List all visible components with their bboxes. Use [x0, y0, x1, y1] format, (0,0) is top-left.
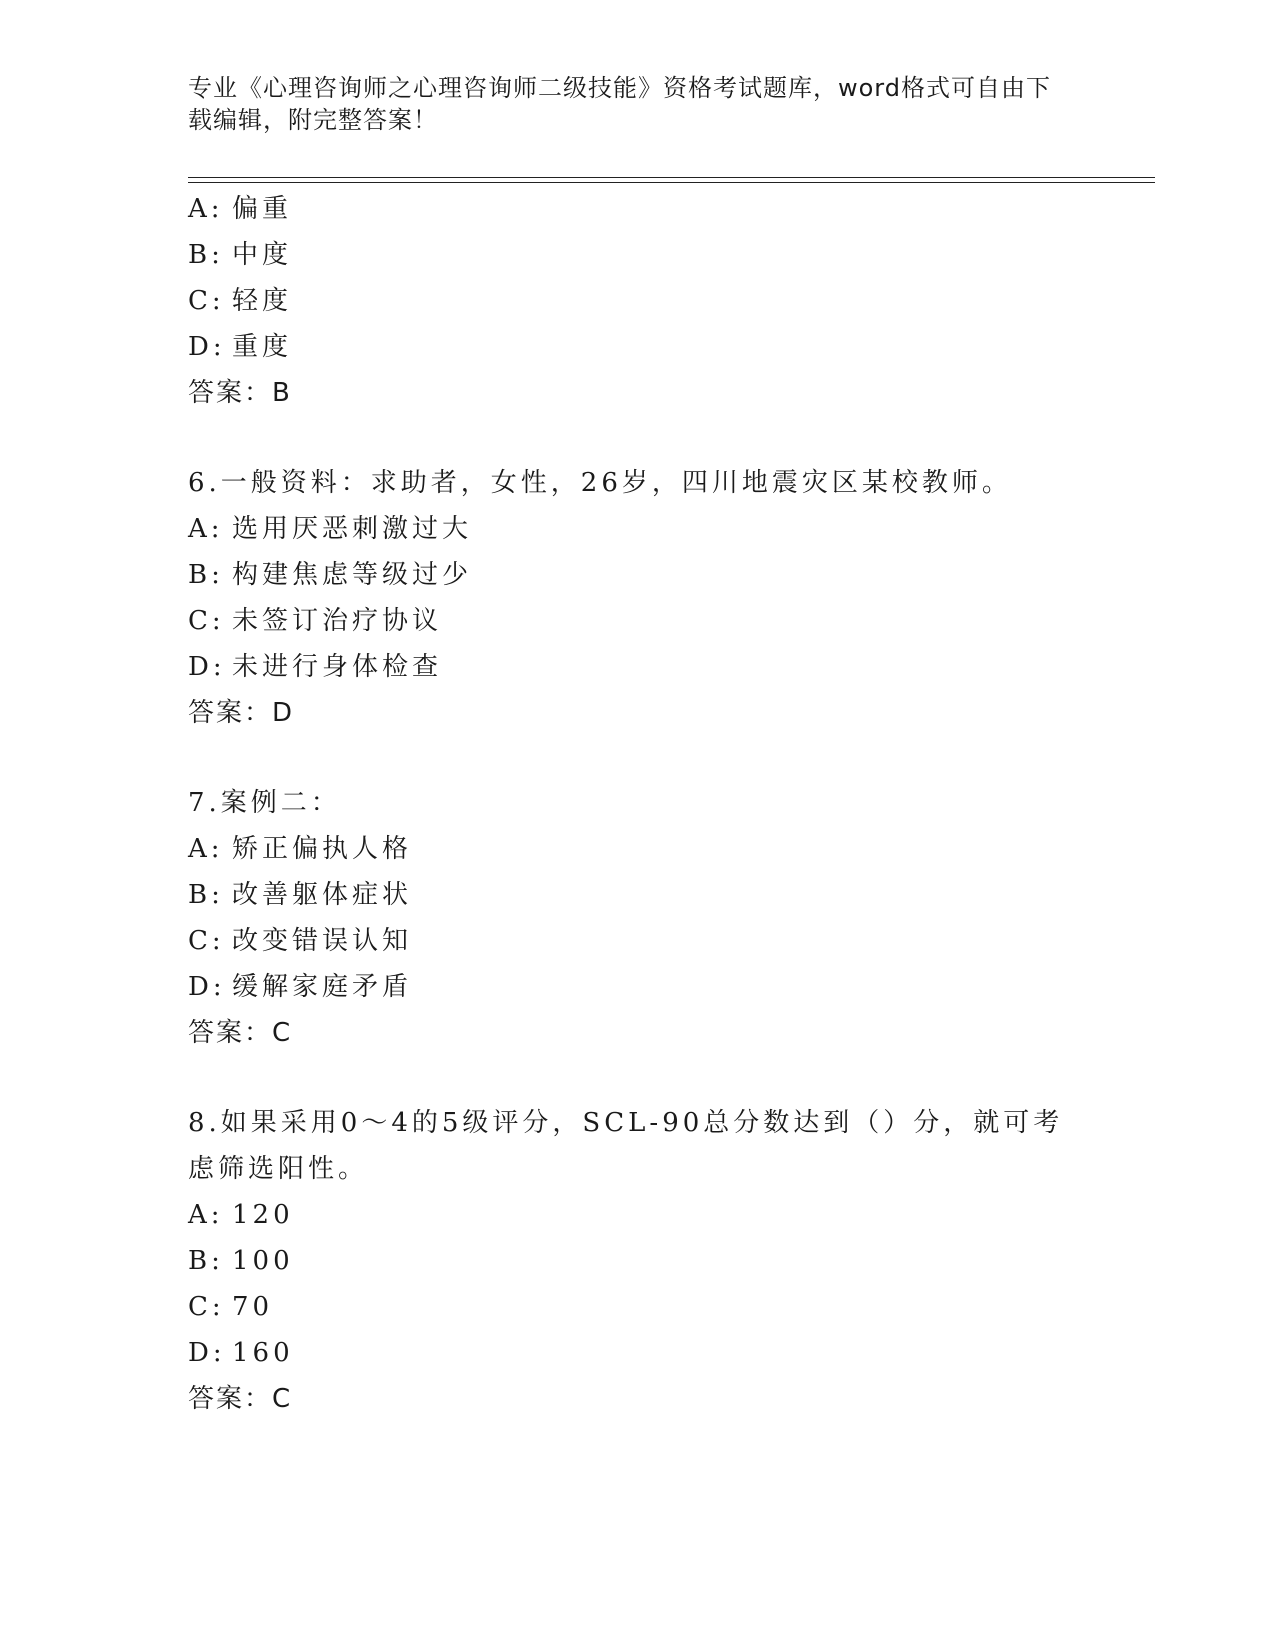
- answer-line: 答案：B: [188, 378, 292, 408]
- option-letter: B:: [188, 240, 224, 270]
- option-letter: C:: [188, 1292, 225, 1322]
- option-c: [188, 598, 1128, 644]
- header-divider-second: [188, 182, 1155, 183]
- option-letter: A:: [188, 1200, 224, 1230]
- option-text: 未签订治疗协议: [232, 606, 443, 636]
- option-text: 选用厌恶刺激过大: [232, 514, 473, 544]
- option-text: 中度: [232, 240, 293, 270]
- option-a: [188, 186, 1128, 232]
- option-b: [188, 872, 1128, 918]
- option-letter: A:: [188, 514, 224, 544]
- option-b: [188, 1238, 1128, 1284]
- option-text: 120: [232, 1200, 294, 1230]
- option-letter: A:: [188, 834, 224, 864]
- option-letter: C:: [188, 286, 225, 316]
- option-c: [188, 278, 1128, 324]
- question-text: 7.案例二：: [188, 788, 341, 818]
- option-letter: D:: [188, 652, 226, 682]
- option-text: 偏重: [232, 194, 293, 224]
- option-d: [188, 324, 1128, 370]
- option-a: [188, 506, 1128, 552]
- option-text: 改变错误认知: [232, 926, 413, 956]
- option-letter: C:: [188, 606, 225, 636]
- option-letter: D:: [188, 1338, 226, 1368]
- question-block: [188, 780, 1128, 1056]
- option-text: 70: [232, 1292, 274, 1322]
- answer-line: 答案：D: [188, 698, 295, 728]
- option-letter: B:: [188, 1246, 224, 1276]
- header-divider: [188, 177, 1155, 178]
- option-letter: D:: [188, 972, 226, 1002]
- option-b: [188, 552, 1128, 598]
- answer-line: 答案：C: [188, 1384, 293, 1414]
- question-block: [188, 186, 1128, 416]
- option-text: 轻度: [232, 286, 293, 316]
- option-d: [188, 1330, 1128, 1376]
- block-spacer: [188, 736, 1128, 780]
- question-text: 6.一般资料：求助者，女性，26岁，四川地震灾区某校教师。: [188, 468, 1012, 498]
- question-block: [188, 460, 1128, 736]
- option-b: [188, 232, 1128, 278]
- option-c: [188, 918, 1128, 964]
- option-text: 改善躯体症状: [232, 880, 413, 910]
- option-d: [188, 644, 1128, 690]
- option-text: 构建焦虑等级过少: [232, 560, 473, 590]
- question-text: 8.如果采用0～4的5级评分，SCL-90总分数达到（）分，就可考虑筛选阳性。: [188, 1108, 1064, 1184]
- option-letter: D:: [188, 332, 226, 362]
- document-header: 专业《心理咨询师之心理咨询师二级技能》资格考试题库，word格式可自由下载编辑，附完整答案！: [188, 74, 1051, 134]
- option-letter: B:: [188, 880, 224, 910]
- block-spacer: [188, 416, 1128, 460]
- option-a: [188, 826, 1128, 872]
- option-text: 缓解家庭矛盾: [232, 972, 413, 1002]
- option-letter: A:: [188, 194, 224, 224]
- option-text: 100: [232, 1246, 294, 1276]
- option-text: 矫正偏执人格: [232, 834, 413, 864]
- question-block: [188, 1100, 1128, 1422]
- option-text: 重度: [232, 332, 293, 362]
- block-spacer: [188, 1056, 1128, 1100]
- answer-line: 答案：C: [188, 1018, 293, 1048]
- option-c: [188, 1284, 1128, 1330]
- option-d: [188, 964, 1128, 1010]
- option-text: 160: [232, 1338, 294, 1368]
- option-letter: B:: [188, 560, 224, 590]
- option-a: [188, 1192, 1128, 1238]
- option-text: 未进行身体检查: [232, 652, 443, 682]
- question-list: [188, 186, 1128, 1422]
- option-letter: C:: [188, 926, 225, 956]
